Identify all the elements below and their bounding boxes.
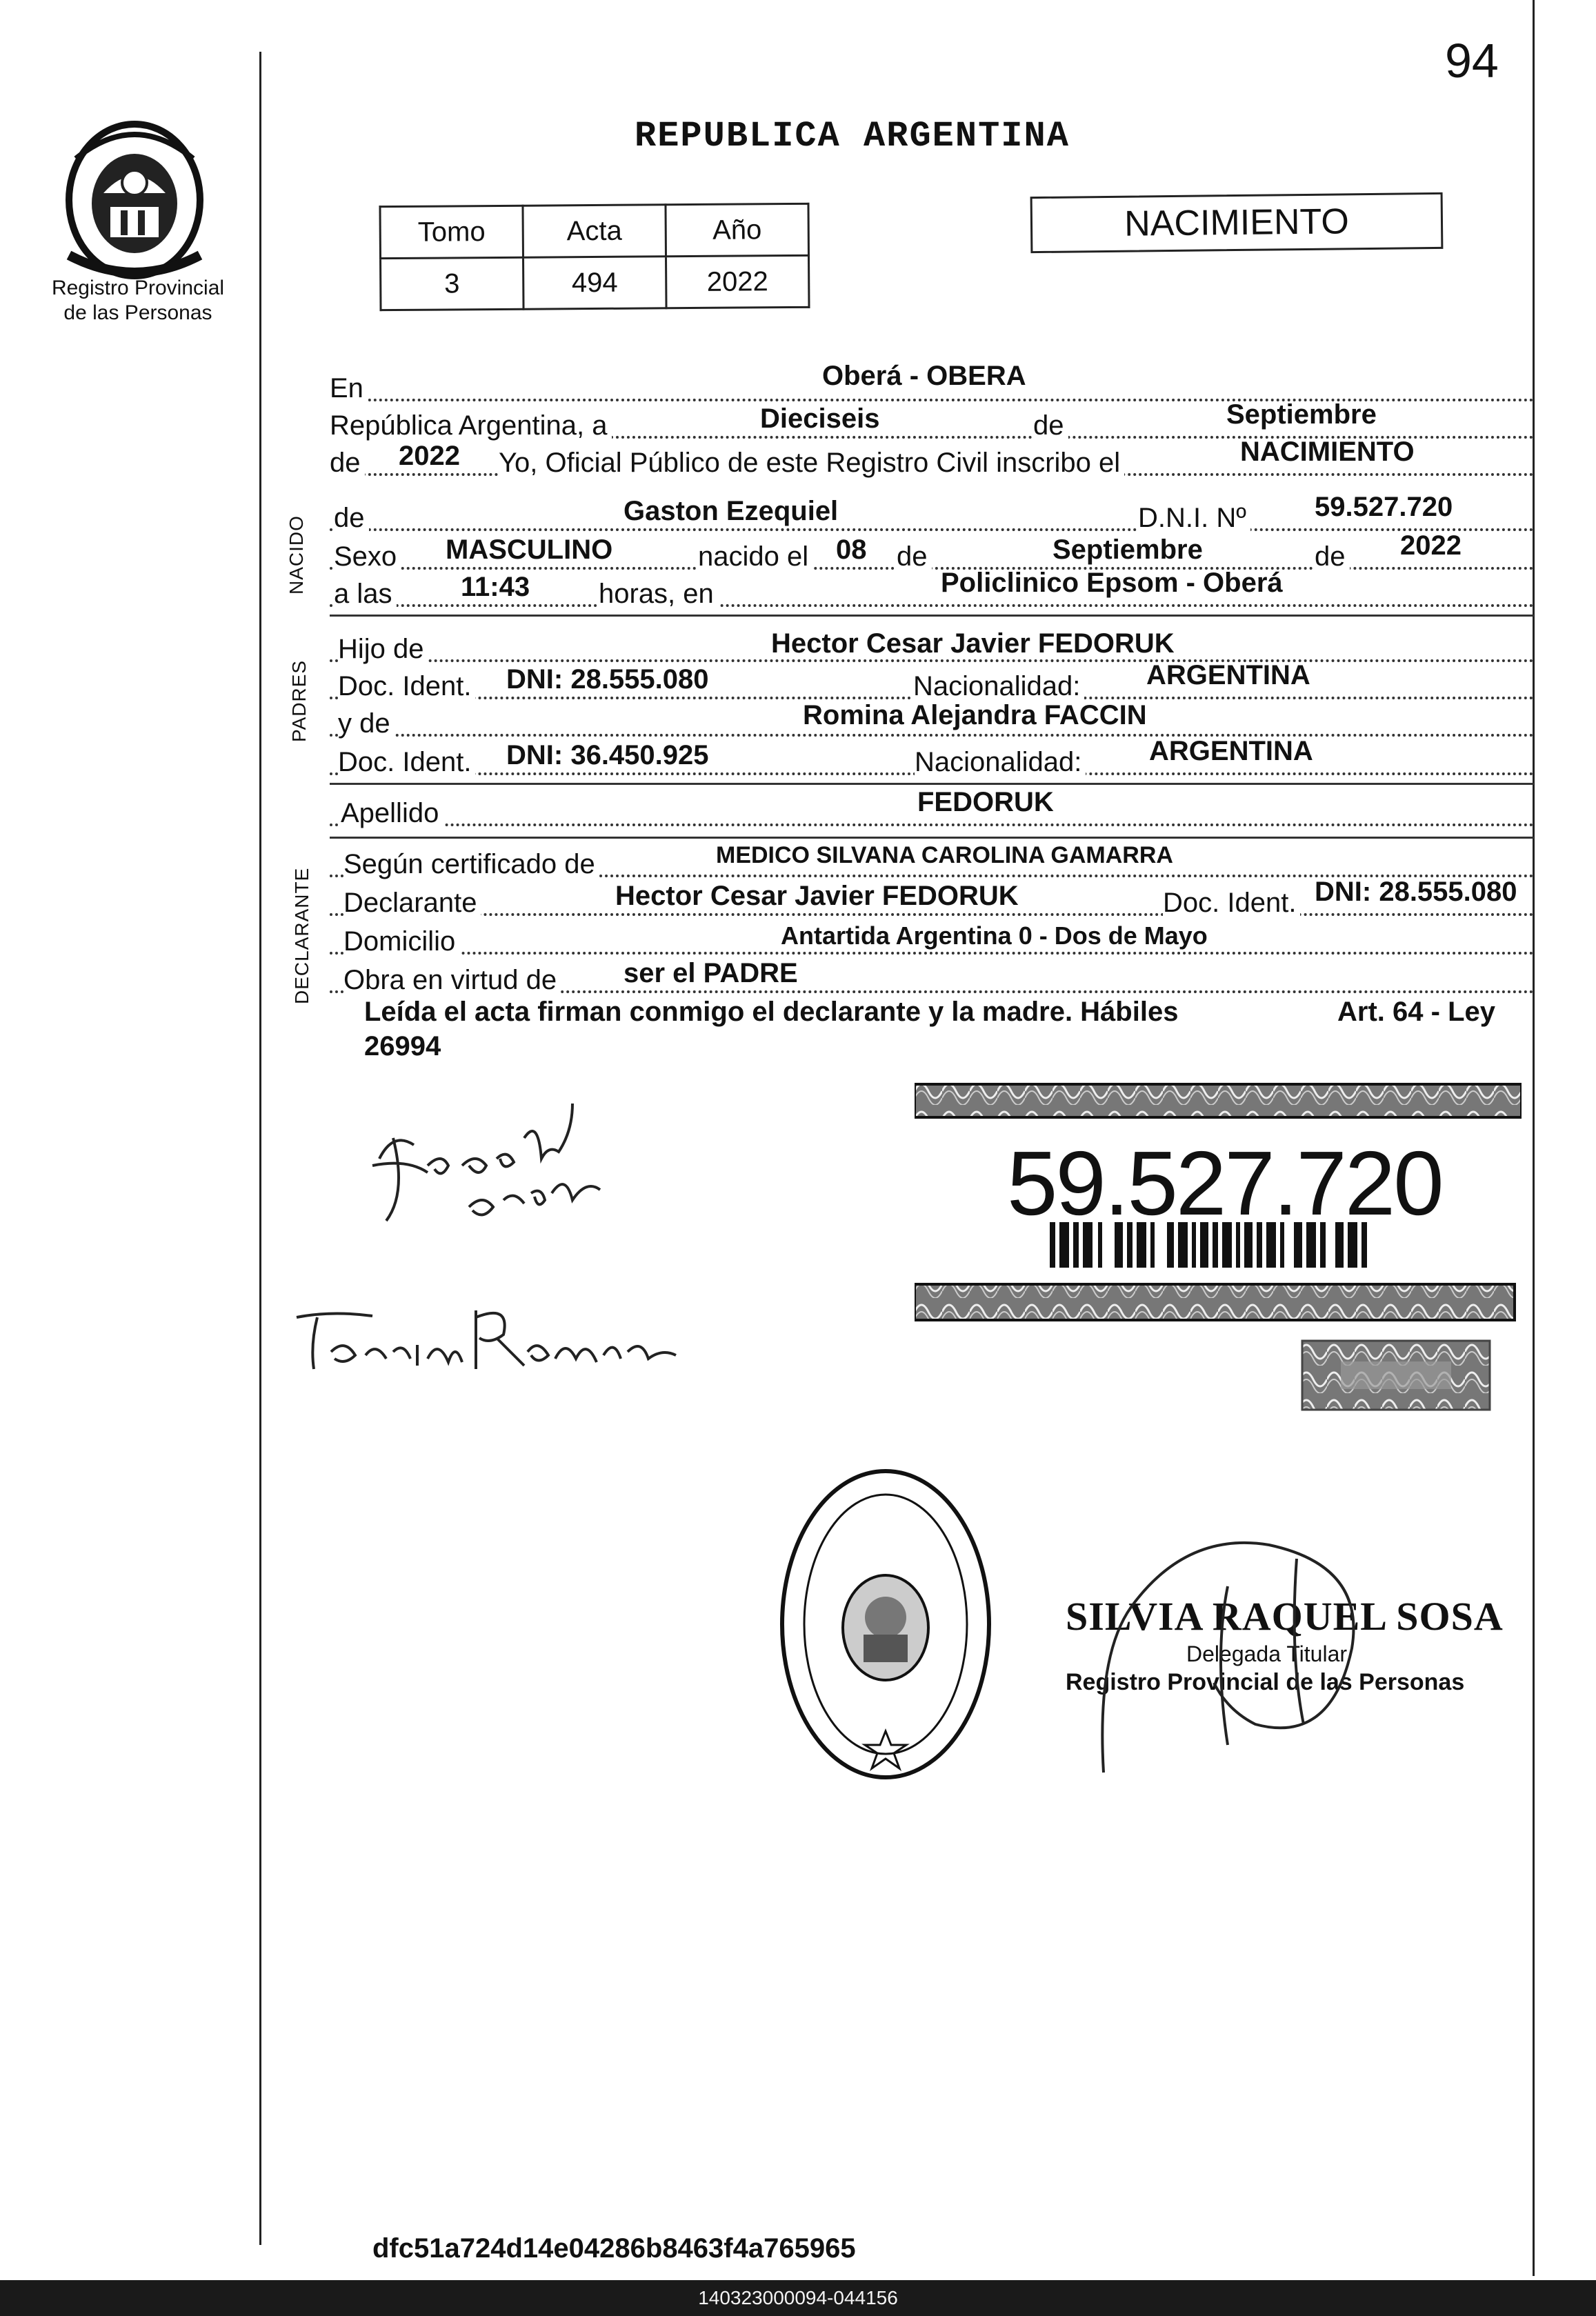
country-title: REPUBLICA ARGENTINA <box>635 116 1070 157</box>
officer-org: Registro Provincial de las Personas <box>1066 1669 1465 1695</box>
left-margin-line <box>259 52 261 2245</box>
mother-doc-label: Doc. Ident. <box>338 747 475 778</box>
document-hash: dfc51a724d14e04286b8463f4a765965 <box>372 2233 856 2264</box>
day-value: Dieciseis <box>760 403 880 434</box>
register-header-acta: Acta <box>523 205 666 257</box>
register-value-tomo: 3 <box>381 257 524 310</box>
legal-text-left: Leída el acta firman conmigo el declarante y la madre. Hábiles <box>364 997 1179 1027</box>
footer-id-bar: 140323000094-044156 <box>0 2280 1596 2316</box>
born-de2-label: de <box>1315 541 1350 572</box>
address-row <box>330 919 1534 961</box>
mother-label: y de <box>338 708 395 739</box>
hologram-stamp-icon <box>1299 1338 1493 1412</box>
hours-en-label: horas, en <box>599 579 718 610</box>
father-name-value: Hector Cesar Javier FEDORUK <box>771 628 1175 659</box>
certificate-label: Según certificado de <box>343 849 599 880</box>
born-de-label: de <box>897 541 932 572</box>
father-label: Hijo de <box>338 634 428 665</box>
mother-nat-value: ARGENTINA <box>1149 736 1313 766</box>
mother-nat-label: Nacionalidad: <box>915 747 1086 778</box>
page-number: 94 <box>1445 34 1499 88</box>
declarant-doc-label: Doc. Ident. <box>1163 888 1300 919</box>
right-margin-line <box>1533 0 1535 2276</box>
en-label: En <box>330 373 368 404</box>
republic-label: República Argentina, a <box>330 410 612 441</box>
place-value: Oberá - OBERA <box>822 361 1026 391</box>
name-label: de <box>334 503 369 534</box>
delegation-seal-icon <box>775 1462 996 1786</box>
mother-signature-icon <box>290 1297 690 1379</box>
year-value: 2022 <box>399 441 460 471</box>
side-label-nacido: NACIDO <box>286 515 307 595</box>
mother-doc-value: DNI: 36.450.925 <box>506 740 709 770</box>
father-signature-icon <box>366 1090 655 1235</box>
side-label-padres: PADRES <box>288 659 310 742</box>
dni-label: D.N.I. Nº <box>1138 503 1250 534</box>
mother-name-value: Romina Alejandra FACCIN <box>803 700 1147 730</box>
mother-row <box>330 701 1534 743</box>
child-name-value: Gaston Ezequiel <box>624 496 839 526</box>
agency-caption <box>34 276 241 326</box>
father-row <box>330 626 1534 669</box>
legal-text-law: 26994 <box>364 1031 441 1061</box>
month-value: Septiembre <box>1226 399 1377 430</box>
register-value-acta: 494 <box>523 257 667 309</box>
register-table <box>379 203 810 311</box>
acts-as-label: Obra en virtud de <box>343 965 561 996</box>
surname-row <box>330 787 1534 833</box>
hour-label: a las <box>334 579 397 610</box>
acts-as-value: ser el PADRE <box>624 958 798 988</box>
year-row <box>330 437 1534 483</box>
register-header-row <box>380 203 809 258</box>
declarant-label: Declarante <box>343 888 481 919</box>
child-name-row <box>330 492 1534 538</box>
address-label: Domicilio <box>343 926 459 957</box>
surname-label: Apellido <box>341 798 443 829</box>
side-label-declarante: DECLARANTE <box>291 867 312 1004</box>
agency-caption-line1: Registro Provincial <box>51 277 225 299</box>
register-value-row <box>381 255 810 310</box>
register-value-anio: 2022 <box>666 255 809 308</box>
born-label: nacido el <box>698 541 812 572</box>
agency-caption-line2: de las Personas <box>63 301 212 324</box>
legal-text <box>364 995 1495 1064</box>
declarant-row <box>330 877 1534 923</box>
sex-value: MASCULINO <box>446 535 613 565</box>
province-crest-icon <box>55 117 214 283</box>
child-dni-value: 59.527.720 <box>1315 492 1453 522</box>
officer-signature-icon <box>1090 1517 1379 1779</box>
birthplace-value: Policlinico Epsom - Oberá <box>941 568 1283 598</box>
de-label: de <box>1033 410 1068 441</box>
father-doc-value: DNI: 28.555.080 <box>506 664 709 695</box>
born-year-value: 2022 <box>1400 530 1462 561</box>
stamp-number: 59.527.720 <box>1007 1132 1442 1234</box>
declarant-doc-value: DNI: 28.555.080 <box>1315 877 1517 907</box>
year-prefix-label: de <box>330 448 365 479</box>
register-header-tomo: Tomo <box>380 206 523 258</box>
declarant-value: Hector Cesar Javier FEDORUK <box>615 881 1019 911</box>
father-nat-value: ARGENTINA <box>1146 660 1310 690</box>
officer-name: SILVIA RAQUEL SOSA <box>1066 1594 1504 1639</box>
sex-row <box>330 530 1534 577</box>
father-nat-label: Nacionalidad: <box>913 671 1084 702</box>
sex-label: Sexo <box>334 541 401 572</box>
acts-as-row <box>330 957 1534 1000</box>
mother-doc-row <box>330 736 1534 782</box>
address-value: Antartida Argentina 0 - Dos de Mayo <box>781 921 1208 950</box>
oficial-text: Yo, Oficial Público de este Registro Civil inscribo el <box>499 448 1124 479</box>
father-doc-label: Doc. Ident. <box>338 671 475 702</box>
legal-text-right: Art. 64 - Ley <box>1337 997 1495 1027</box>
born-day-value: 08 <box>836 535 867 565</box>
register-header-anio: Año <box>666 203 809 256</box>
born-month-value: Septiembre <box>1053 535 1203 565</box>
certificate-value: MEDICO SILVANA CAROLINA GAMARRA <box>716 842 1173 868</box>
surname-value: FEDORUK <box>917 787 1054 817</box>
officer-role: Delegada Titular <box>1186 1641 1348 1666</box>
record-kind-value: NACIMIENTO <box>1240 437 1415 467</box>
hour-value: 11:43 <box>461 572 530 602</box>
act-type-box: NACIMIENTO <box>1030 192 1444 253</box>
hour-row <box>330 568 1534 614</box>
